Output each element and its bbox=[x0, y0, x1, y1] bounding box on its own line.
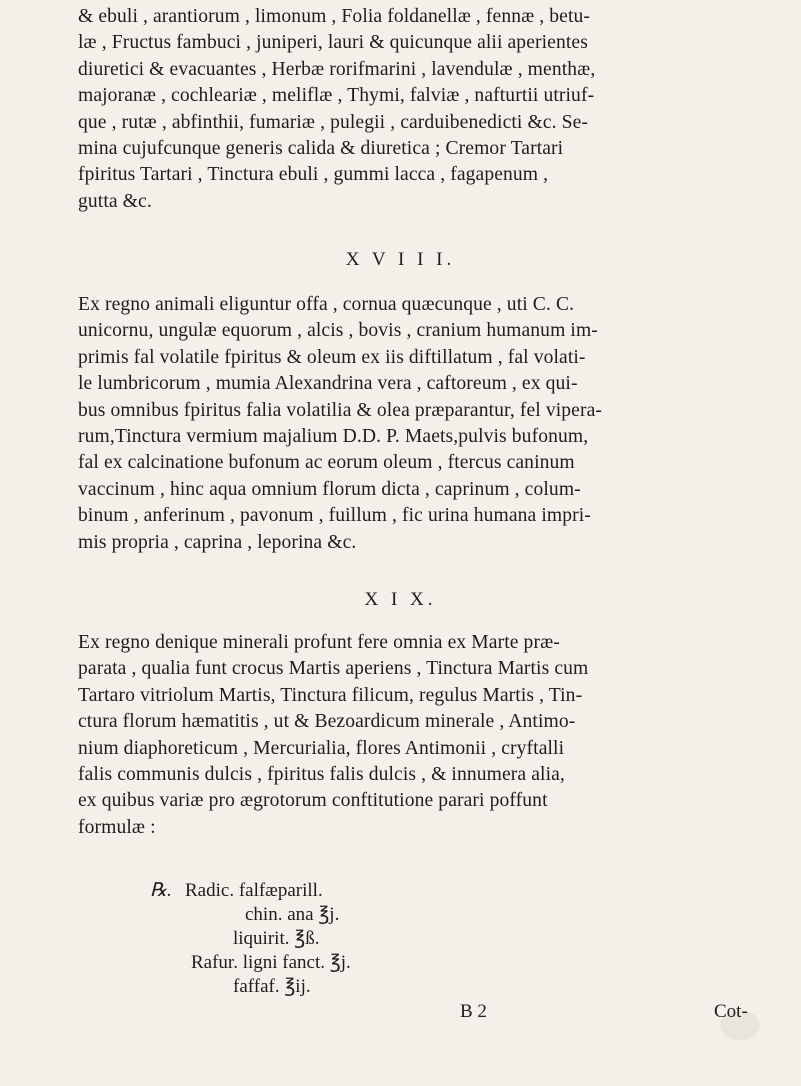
text-line: que , rutæ , abfinthii, fumariæ , pulegii , carduibenedicti &c. Se- bbox=[78, 111, 589, 133]
text-line: le lumbricorum , mumia Alexandrina vera , caftoreum , ex qui- bbox=[78, 373, 578, 395]
text-line: parata , qualia funt crocus Martis aperiens , Tinctura Martis cum bbox=[78, 658, 589, 680]
text-line: bus omnibus fpiritus falia volatilia & olea præparantur, fel vipera- bbox=[78, 399, 603, 421]
text-line: binum , anferinum , pavonum , fuillum , fic urina humana impri- bbox=[78, 505, 591, 527]
text-line: falis communis dulcis , fpiritus falis dulcis , & innumera alia, bbox=[78, 764, 565, 786]
catchword: Cot- bbox=[714, 1001, 748, 1022]
paragraph-mineral-kingdom bbox=[78, 630, 768, 841]
recipe-line: Radic. falfæparill. bbox=[185, 880, 323, 901]
text-line: majoranæ , cochleariæ , meliflæ , Thymi, falviæ , nafturtii utriuf- bbox=[78, 85, 595, 107]
recipe-line: chin. ana ℥j. bbox=[245, 904, 340, 925]
paragraph-animal-kingdom bbox=[78, 292, 768, 556]
recipe-line: Rafur. ligni fanct. ℥j. bbox=[191, 952, 351, 973]
text-line: mina cujufcunque generis calida & diuretica ; Cremor Tartari bbox=[78, 138, 564, 160]
text-line: formulæ : bbox=[78, 816, 156, 838]
text-line: fal ex calcinatione bufonum ac eorum oleum , ftercus caninum bbox=[78, 452, 575, 474]
text-line: primis fal volatile fpiritus & oleum ex iis diftillatum , fal volati- bbox=[78, 346, 586, 368]
text-line: Ex regno denique minerali profunt fere omnia ex Marte præ- bbox=[78, 632, 560, 653]
text-line: gutta &c. bbox=[78, 190, 152, 212]
text-line: ex quibus variæ pro ægrotorum conftitutione parari poffunt bbox=[78, 790, 548, 812]
text-line: læ , Fructus fambuci , juniperi, lauri & quicunque alii aperientes bbox=[78, 32, 588, 54]
text-line: vaccinum , hinc aqua omnium florum dicta , caprinum , colum- bbox=[78, 478, 581, 500]
paragraph-plants bbox=[78, 4, 768, 215]
signature-mark: B 2 bbox=[460, 1001, 487, 1022]
text-line: mis propria , caprina , leporina &c. bbox=[78, 531, 357, 553]
recipe-line: faffaf. ℥ij. bbox=[233, 976, 311, 997]
section-heading-xviii: X V I I I. bbox=[345, 249, 456, 270]
text-line: nium diaphoreticum , Mercurialia, flores Antimonii , cryftalli bbox=[78, 737, 565, 759]
recipe-line: liquirit. ℥ß. bbox=[233, 928, 320, 949]
text-line: & ebuli , arantiorum , limonum , Folia foldanellæ , fennæ , betu- bbox=[78, 6, 591, 27]
text-line: fpiritus Tartari , Tinctura ebuli , gummi lacca , fagapenum , bbox=[78, 164, 549, 186]
section-heading-xix: X I X. bbox=[364, 589, 437, 610]
text-line: ctura florum hæmatitis , ut & Bezoardicum minerale , Antimo- bbox=[78, 711, 576, 733]
text-line: Ex regno animali eliguntur offa , cornua quæcunque , uti C. C. bbox=[78, 294, 575, 315]
recipe-symbol: ℞. bbox=[150, 880, 172, 901]
text-line: unicornu, ungulæ equorum , alcis , bovis , cranium humanum im- bbox=[78, 320, 598, 342]
text-line: diuretici & evacuantes , Herbæ rorifmarini , lavendulæ , menthæ, bbox=[78, 58, 596, 80]
text-line: Tartaro vitriolum Martis, Tinctura filicum, regulus Martis , Tin- bbox=[78, 684, 583, 706]
text-line: rum,Tinctura vermium majalium D.D. P. Maets,pulvis bufonum, bbox=[78, 426, 589, 448]
